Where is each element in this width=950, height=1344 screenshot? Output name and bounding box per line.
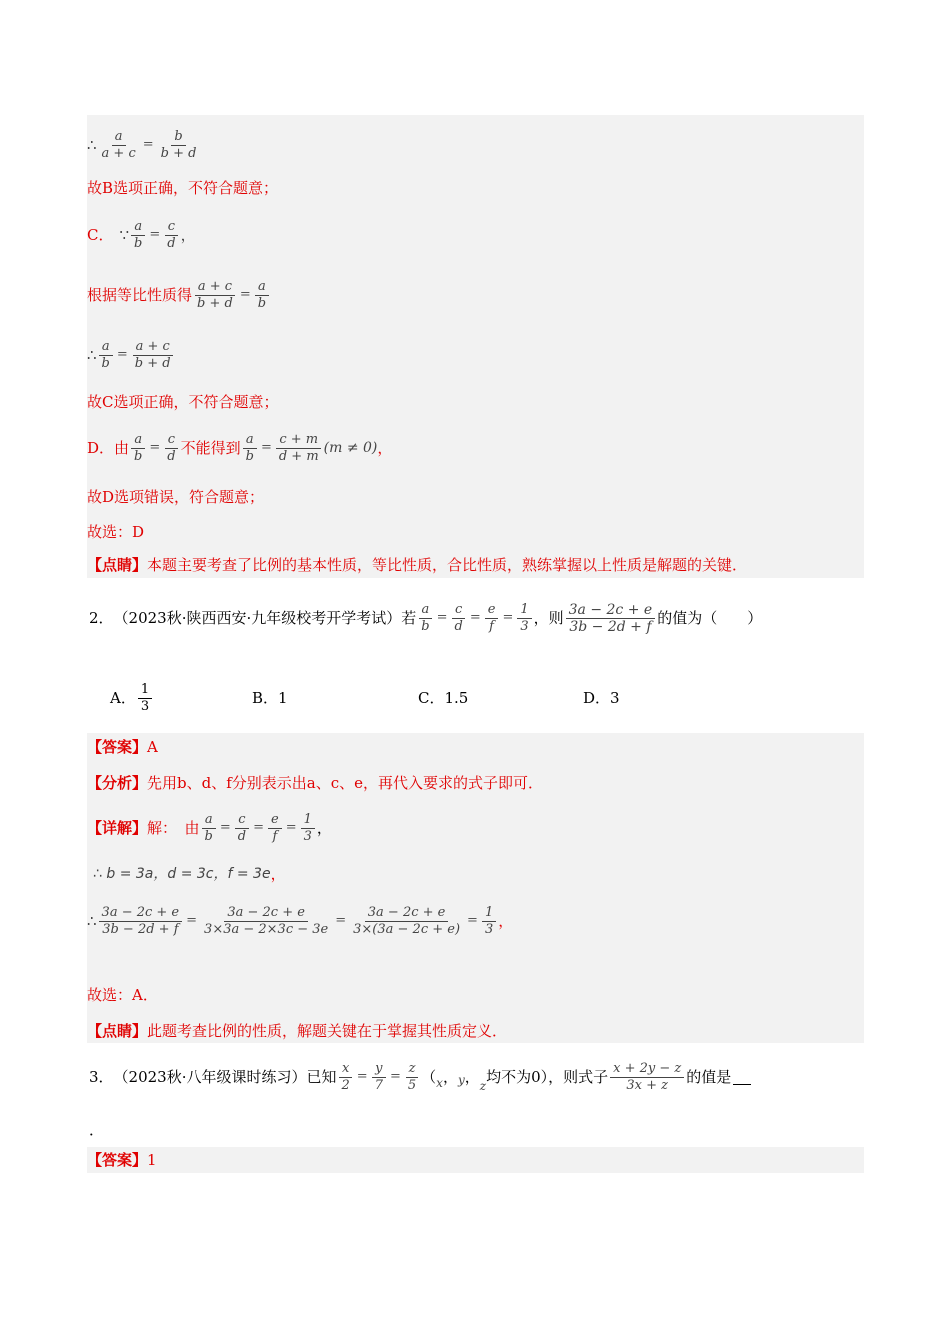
fraction: $\frac{c + m}{d + m}$: [276, 432, 322, 465]
equal-ratio-text: 根据等比性质得: [87, 286, 193, 304]
option-c[interactable]: C．1.5: [418, 689, 469, 707]
dianjing-label: 【点睛】: [87, 556, 148, 574]
answer-line: 【答案】 A: [87, 738, 158, 756]
option-d-line: D．由 $\frac{a}{b}$ = $\frac{c}{d}$ 不能得到 $\frac{a}{b}$ = $\frac{c + m}{d + m}$ (m ≠ 0) ，: [87, 431, 393, 464]
option-b[interactable]: B．1: [252, 689, 288, 707]
answer-blank[interactable]: [733, 1070, 751, 1085]
therefore-line: ∴ $\frac{a}{a + c}$ = $\frac{b}{b + d}$: [87, 125, 201, 165]
fraction: $\frac{a}{a + c}$: [101, 128, 136, 161]
solution-block-2: [87, 733, 864, 1043]
fraction: $\frac{e}{f}$: [268, 812, 282, 845]
condition: (m ≠ 0): [323, 440, 378, 456]
analysis-text: 先用b、d、f分别表示出a、c、e，再代入要求的式子即可．: [147, 774, 543, 792]
question-number: 2．: [89, 609, 114, 627]
fraction: $\frac{a}{b}$: [418, 602, 432, 635]
solution-block-1: [87, 115, 864, 578]
detail-line: 【详解】 解： 由 $\frac{a}{b}$ = $\frac{c}{d}$ = $\frac{e}{f}$ = $\frac{1}{3}$ ，: [87, 811, 332, 844]
conclusion-d: 故D选项错误，符合题意；: [87, 488, 265, 506]
fraction: $\frac{3a - 2c + e}{3b - 2d + f}$: [566, 602, 656, 635]
answer-line: 【答案】 1: [87, 1151, 157, 1169]
fraction: $\frac{a}{b}$: [202, 812, 216, 845]
fraction: $\frac{3a - 2c + e}{3\times(3a - 2c + e)}$: [353, 904, 461, 937]
option-c-label: C．: [87, 226, 114, 244]
choose-line-2: 故选：A．: [87, 986, 158, 1004]
fraction: $\frac{x + 2y - z}{3x + z}$: [610, 1061, 684, 1094]
fraction: $\frac{1}{3}$: [138, 682, 152, 715]
fraction: $\frac{3a - 2c + e}{3\times 3a - 2\times 3c - 3e}$: [204, 904, 329, 937]
equal-ratio-line: 根据等比性质得 $\frac{a + c}{b + d}$ = $\frac{a}{b}$: [87, 275, 271, 315]
fraction: $\frac{a}{b}$: [131, 219, 145, 252]
therefore-line-2: ∴ $\frac{a}{b}$ = $\frac{a + c}{b + d}$: [87, 335, 176, 375]
analysis-line: 【分析】 先用b、d、f分别表示出a、c、e，再代入要求的式子即可．: [87, 774, 543, 792]
question-source: （2023秋·陕西西安·九年级校考开学考试）若: [113, 609, 417, 627]
fraction: $\frac{e}{f}$: [485, 602, 499, 635]
fraction: $\frac{1}{3}$: [301, 812, 315, 845]
option-d[interactable]: D．3: [583, 689, 620, 707]
conclusion-c: 故C选项正确，不符合题意；: [87, 393, 279, 411]
because-symbol: ∵: [119, 226, 130, 244]
dianjing-text: 此题考查比例的性质，解题关键在于掌握其性质定义．: [147, 1022, 508, 1040]
fraction: $\frac{c}{d}$: [164, 219, 178, 252]
dianjing-line-2: 【点睛】 此题考查比例的性质，解题关键在于掌握其性质定义．: [87, 1022, 508, 1040]
question-3: 3． （2023秋·八年级课时练习）已知 $\frac{x}{2}$ = $\frac{y}{7}$ = $\frac{z}{5}$ （ x ， y ， z 均不为0），则式子 $\frac{x + 2y - z}{3x + z}$ 的值是: [89, 1054, 751, 1100]
choose-line: 故选：D: [87, 523, 145, 541]
dianjing-text: 本题主要考查了比例的基本性质，等比性质，合比性质，熟练掌握以上性质是解题的关键．: [147, 556, 748, 574]
fraction: $\frac{c}{d}$: [452, 602, 466, 635]
fraction: $\frac{3a - 2c + e}{3b - 2d + f}$: [99, 905, 183, 938]
question-2: 2． （2023秋·陕西西安·九年级校考开学考试）若 $\frac{a}{b}$ = $\frac{c}{d}$ = $\frac{e}{f}$ = $\frac{1}{3}$ ，则 $\frac{3a - 2c + e}{3b - 2d + f}$ 的值为（ ）: [89, 601, 763, 635]
option-a[interactable]: A． $\frac{1}{3}$: [110, 676, 154, 720]
fraction: $\frac{y}{7}$: [372, 1061, 386, 1094]
fraction: $\frac{1}{3}$: [482, 905, 496, 938]
fraction: $\frac{a + c}{b + d}$: [194, 279, 236, 312]
question-source: （2023秋·八年级课时练习）已知: [113, 1068, 337, 1086]
answer-value: 1: [147, 1151, 157, 1169]
fraction: $\frac{b}{b + d}$: [160, 128, 197, 161]
fraction: $\frac{z}{5}$: [405, 1061, 419, 1094]
fraction: $\frac{a}{b}$: [255, 279, 269, 312]
question-3-dot: ．: [89, 1121, 105, 1139]
question-number: 3．: [89, 1068, 114, 1086]
fraction: $\frac{1}{3}$: [517, 602, 531, 635]
calculation-line: ∴ $\frac{3a - 2c + e}{3b - 2d + f}$ = $\frac{3a - 2c + e}{3\times 3a - 2\times 3c - 3e}$ = $\frac{3a - 2c + e}{3\times(3a - 2c + e)}$ = $\frac{1}{3}$ ，: [87, 904, 514, 937]
fraction: $\frac{a}{b}$: [243, 432, 257, 465]
fraction: $\frac{a}{b}$: [99, 339, 113, 372]
dianjing-line: [87, 555, 747, 575]
fraction: $\frac{c}{d}$: [235, 812, 249, 845]
conclusion-b: 故B选项正确，不符合题意；: [87, 179, 279, 197]
option-c-line: C． ∵ $\frac{a}{b}$ = $\frac{c}{d}$ ，: [87, 218, 196, 251]
therefore-symbol: ∴: [87, 136, 97, 154]
solution-block-3: [87, 1147, 864, 1173]
fraction: $\frac{a + c}{b + d}$: [132, 339, 174, 372]
option-d-label: D．由: [87, 439, 130, 457]
fraction: $\frac{a}{b}$: [131, 432, 145, 465]
fraction: $\frac{c}{d}$: [164, 432, 178, 465]
fraction: $\frac{x}{2}$: [339, 1061, 353, 1094]
substitution-line: ∴ b = 3a，d = 3c，f = 3e ，: [93, 865, 286, 883]
answer-value: A: [147, 738, 158, 756]
